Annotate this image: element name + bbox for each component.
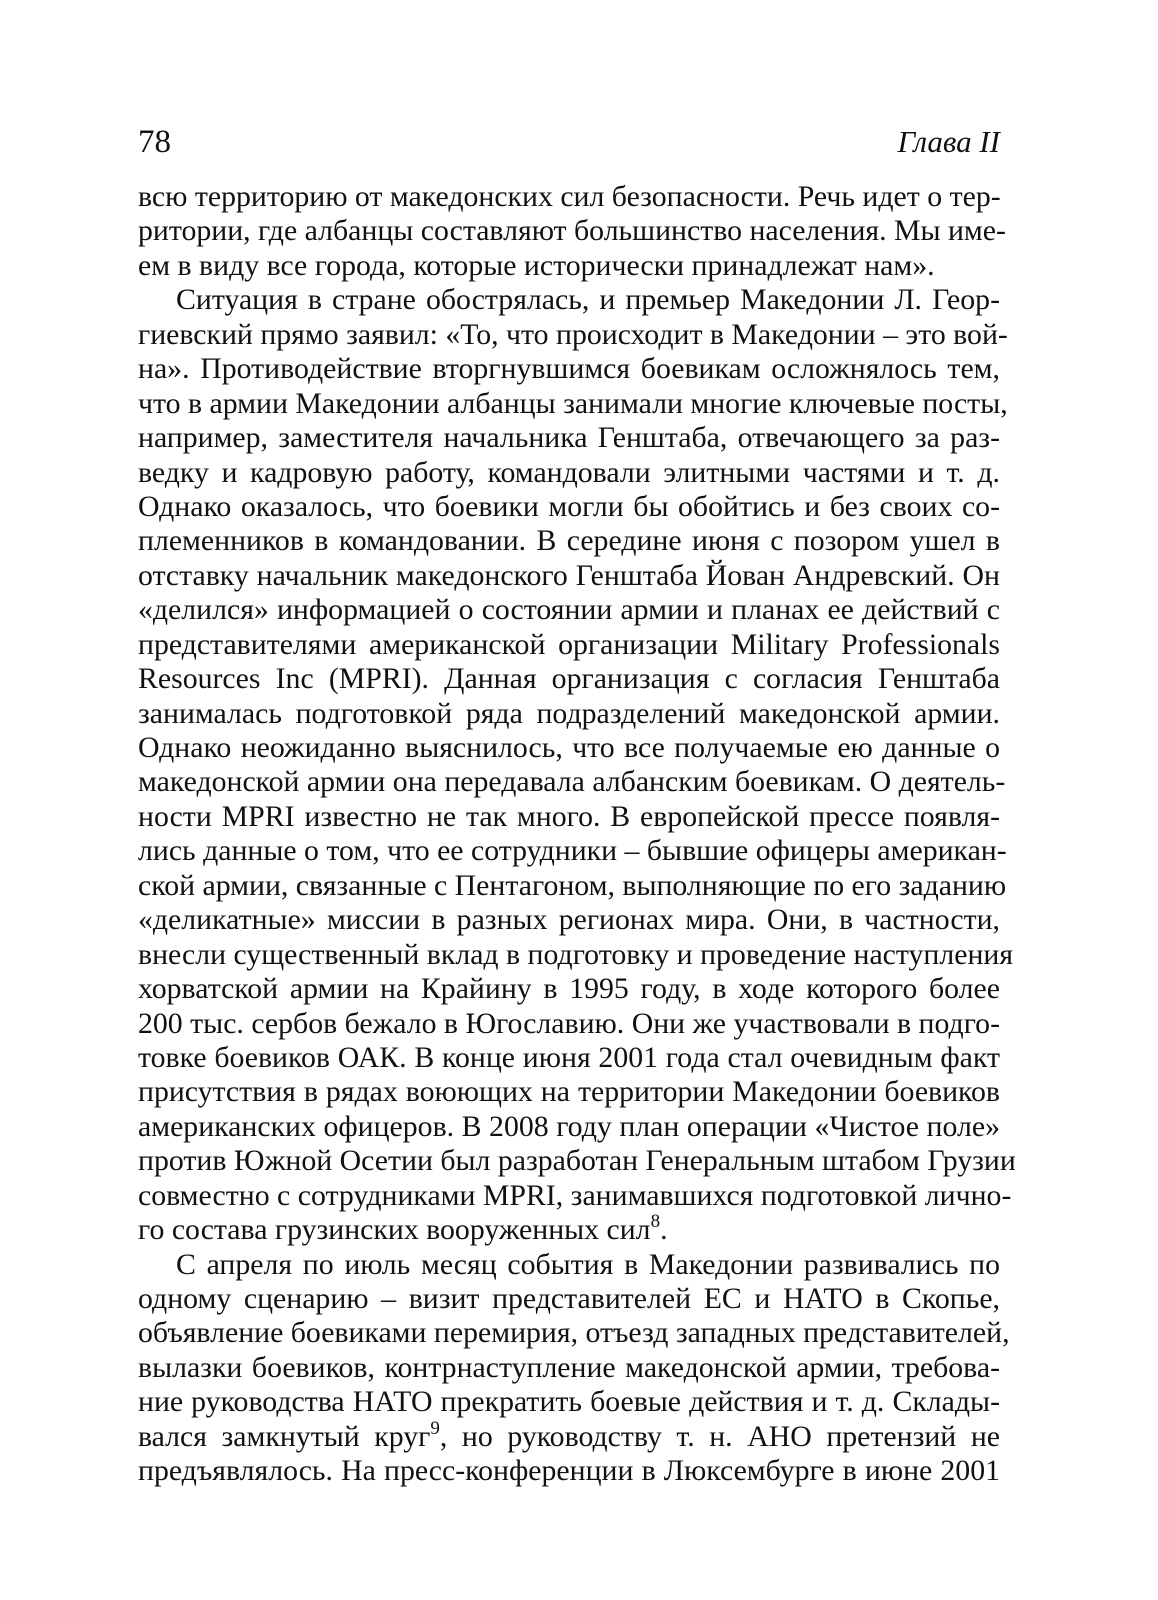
text-line: например, заместителя начальника Генштаба, отвечающего за раз- bbox=[138, 421, 1000, 455]
text-line: вылазки боевиков, контрнаступление македонской армии, требова- bbox=[138, 1350, 1000, 1384]
text-line: племенников в командовании. В середине июня с позором ушел в bbox=[138, 524, 1000, 558]
body-text bbox=[138, 180, 1016, 1489]
text-line: ской армии, связанные с Пентагоном, выполняющие по его заданию bbox=[138, 868, 1007, 902]
text-line: ние руководства НАТО прекратить боевые действия и т. д. Склады- bbox=[138, 1385, 1000, 1419]
text-line: македонской армии она передавала албанским боевикам. О деятель- bbox=[138, 765, 1006, 799]
text-line-with-footnote bbox=[138, 1213, 1000, 1247]
text-line: Однако оказалось, что боевики могли бы обойтись и без своих со- bbox=[138, 489, 1000, 523]
text-line-with-footnote bbox=[138, 1417, 1000, 1454]
text-line: американских офицеров. В 2008 году план операции «Чистое поле» bbox=[138, 1109, 1000, 1143]
text-line: ритории, где албанцы составляют большинство населения. Мы име- bbox=[138, 214, 1006, 248]
text-line: ем в виду все города, которые исторически принадлежат нам». bbox=[138, 248, 935, 282]
line-tail: . bbox=[660, 1213, 668, 1247]
footnote-mark: 9 bbox=[430, 1417, 440, 1439]
text-line: ности MPRI известно не так много. В европейской прессе появля- bbox=[138, 799, 1000, 833]
text-line: гиевский прямо заявил: «То, что происходит в Македонии – это вой- bbox=[138, 317, 1008, 351]
text-line: предъявлялось. На пресс-конференции в Люксембурге в июне 2001 bbox=[138, 1454, 1000, 1488]
text-line: хорватской армии на Крайину в 1995 году, в ходе которого более bbox=[138, 972, 1000, 1006]
text-line: Resources Inc (MPRI). Данная организация с согласия Генштаба bbox=[138, 662, 1000, 696]
text-line: внесли существенный вклад в подготовку и проведение наступления bbox=[138, 937, 1014, 971]
text-line: «деликатные» миссии в разных регионах мира. Они, в частности, bbox=[138, 903, 1000, 937]
text-line: одному сценарию – визит представителей ЕС и НАТО в Скопье, bbox=[138, 1282, 1000, 1315]
paragraph-start-line: С апреля по июль месяц события в Македонии развивались по bbox=[176, 1247, 1000, 1281]
text-line: против Южной Осетии был разработан Генеральным штабом Грузии bbox=[138, 1144, 1016, 1178]
text-line: занималась подготовкой ряда подразделений македонской армии. bbox=[138, 696, 1000, 730]
text-line: присутствия в рядах воюющих на территории Македонии боевиков bbox=[138, 1075, 1000, 1109]
text-line: 200 тыс. сербов бежало в Югославию. Они же участвовали в подго- bbox=[138, 1006, 1000, 1040]
page-number: 78 bbox=[138, 124, 171, 160]
text-line: товке боевиков ОАК. В конце июня 2001 года стал очевидным факт bbox=[138, 1040, 1000, 1074]
text-line: отставку начальник македонского Генштаба Йован Андревский. Он bbox=[138, 558, 1000, 592]
paragraph-start-line: Ситуация в стране обострялась, и премьер Македонии Л. Геор- bbox=[176, 283, 1000, 317]
text-line: ведку и кадровую работу, командовали элитными частями и т. д. bbox=[138, 455, 1000, 489]
text-line: представителями американской организации Military Professionals bbox=[138, 627, 1000, 661]
text-line: что в армии Македонии албанцы занимали многие ключевые посты, bbox=[138, 386, 1008, 420]
line-text: го состава грузинских вооруженных сил bbox=[138, 1213, 651, 1247]
footnote-mark: 8 bbox=[650, 1211, 661, 1233]
line-tail: , но руководству т. н. АНО претензий не bbox=[439, 1419, 1000, 1453]
text-line: совместно с сотрудниками MPRI, занимавшихся подготовкой лично- bbox=[138, 1178, 1012, 1212]
text-line: Однако неожиданно выяснилось, что все получаемые ею данные о bbox=[138, 731, 1000, 764]
text-line: на». Противодействие вторгнувшимся боевикам осложнялось тем, bbox=[138, 352, 1000, 386]
line-text: вался замкнутый круг bbox=[138, 1419, 431, 1453]
running-head: Глава II bbox=[897, 124, 1000, 159]
text-line: объявление боевиками перемирия, отъезд западных представителей, bbox=[138, 1316, 1010, 1350]
text-line: всю территорию от македонских сил безопасности. Речь идет о тер- bbox=[138, 180, 1001, 213]
text-line: лись данные о том, что ее сотрудники – бывшие офицеры американ- bbox=[138, 834, 1007, 868]
page-header bbox=[138, 122, 1000, 170]
text-line: «делился» информацией о состоянии армии и планах ее действий с bbox=[138, 593, 1000, 627]
